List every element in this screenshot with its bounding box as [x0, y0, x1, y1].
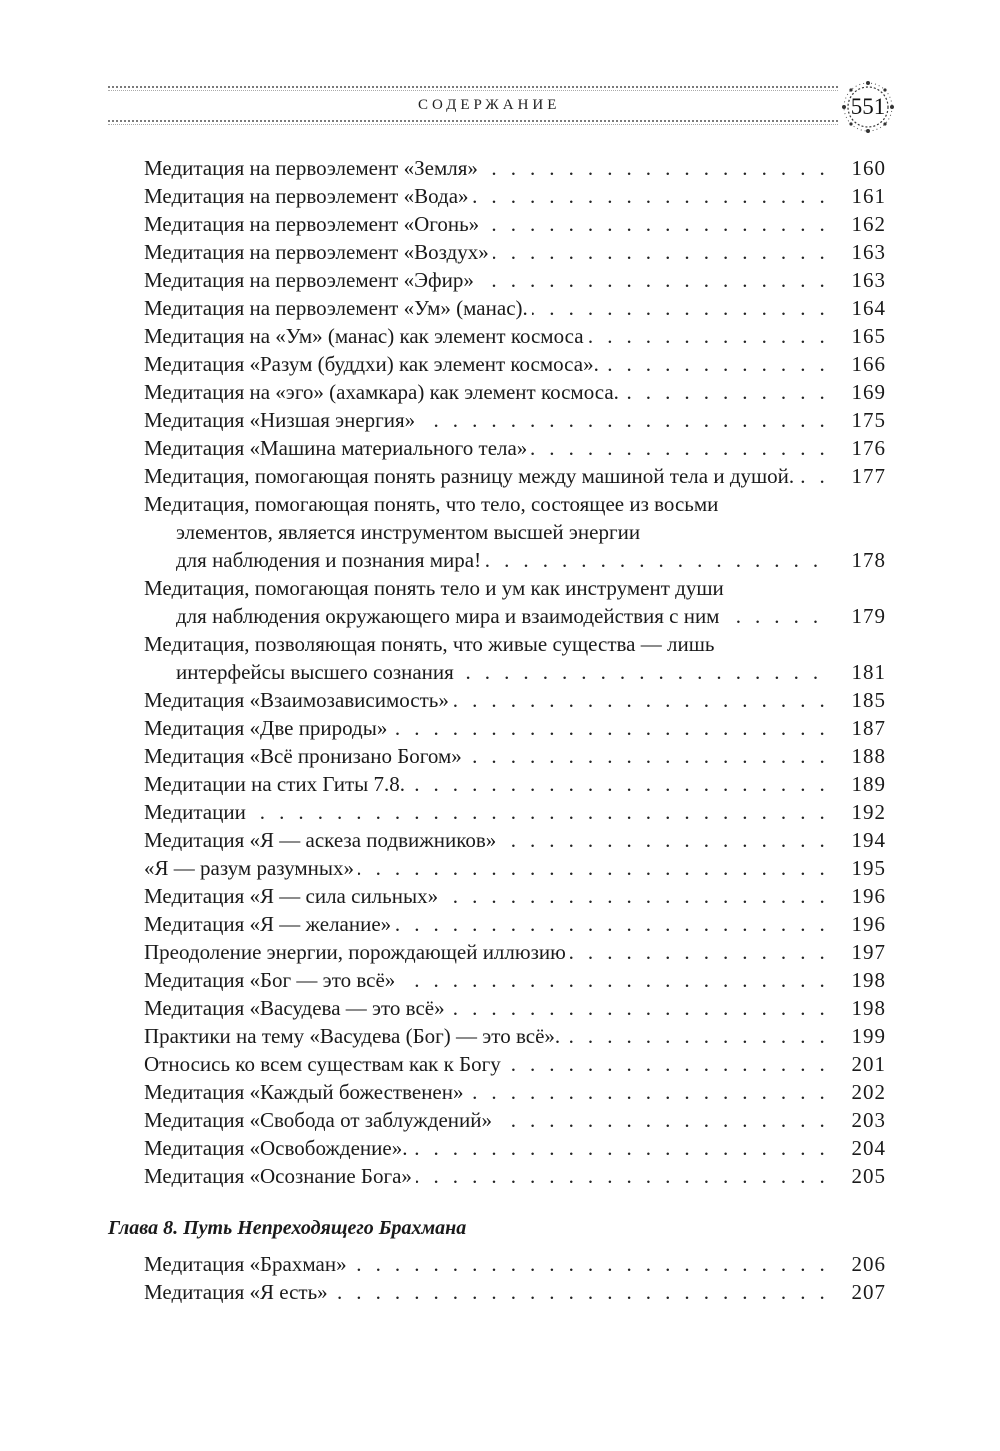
toc-entry-page: 161 — [851, 184, 886, 208]
toc-entry-page: 166 — [851, 352, 886, 376]
toc-line — [0, 294, 1000, 322]
toc-line — [0, 434, 1000, 462]
toc-entry-title — [144, 630, 824, 658]
toc-entry-text: Медитация «Освобождение». — [144, 1136, 411, 1160]
toc-entry-title — [144, 1106, 824, 1134]
toc-line — [0, 1162, 1000, 1190]
toc-entry-text: Медитация на первоэлемент «Вода» — [144, 184, 473, 208]
chapter-title: Глава 8. Путь Непреходящего Брахмана — [108, 1217, 467, 1239]
toc-entry-text: Медитация, помогающая понять, что тело, состоящее из восьми — [144, 492, 722, 516]
toc-line — [0, 406, 1000, 434]
toc-entry-title — [144, 714, 824, 742]
header-rule-bottom — [108, 120, 838, 122]
toc-entry-title — [144, 350, 824, 378]
toc-entry-title — [144, 238, 824, 266]
toc-entry-page: 198 — [851, 968, 886, 992]
toc-entry-page: 202 — [851, 1080, 886, 1104]
toc-line — [0, 994, 1000, 1022]
toc-line — [0, 1134, 1000, 1162]
page-number: 551 — [850, 94, 886, 119]
toc-entry-title — [144, 798, 824, 826]
chapter-heading — [0, 1210, 1000, 1246]
toc-entry-page: 175 — [851, 408, 886, 432]
toc-line — [0, 1250, 1000, 1278]
toc-entry-text: Медитация «Я есть» — [144, 1280, 332, 1304]
toc-line — [0, 210, 1000, 238]
toc-line — [0, 602, 1000, 630]
page-number-badge — [840, 80, 896, 134]
toc-entry-title — [144, 490, 824, 518]
toc-entry-page: 179 — [851, 604, 886, 628]
toc-entry-page: 194 — [851, 828, 886, 852]
toc-entry-text: Медитация «Я — аскеза подвижников» — [144, 828, 500, 852]
toc-entry-text: Медитация, помогающая понять разницу между машиной тела и душой. — [144, 464, 798, 488]
toc-entry-text: Медитация «Васудева — это всё» — [144, 996, 449, 1020]
toc-entry-title — [144, 938, 824, 966]
toc-line — [0, 1078, 1000, 1106]
toc-line — [0, 462, 1000, 490]
toc-entry-page: 178 — [851, 548, 886, 572]
toc-line — [0, 546, 1000, 574]
toc-entry-title — [144, 574, 824, 602]
toc-line — [0, 350, 1000, 378]
toc-entry-page: 196 — [851, 884, 886, 908]
toc-entry-page: 185 — [851, 688, 886, 712]
toc-entry-text: Медитация «Я — сила сильных» — [144, 884, 442, 908]
toc-entry-text: Медитация на первоэлемент «Воздух» — [144, 240, 493, 264]
toc-entry-text: Практики на тему «Васудева (Бог) — это всё». — [144, 1024, 564, 1048]
toc-entry-title — [144, 210, 824, 238]
toc-entry-text: для наблюдения и познания мира! — [176, 548, 485, 572]
toc-line — [0, 882, 1000, 910]
toc-entry-page: 181 — [851, 660, 886, 684]
toc-entry-title — [176, 602, 824, 630]
toc-line — [0, 490, 1000, 518]
toc-entry-title — [144, 910, 824, 938]
toc-entry-title — [144, 266, 824, 294]
toc-line — [0, 938, 1000, 966]
toc-entry-page: 162 — [851, 212, 886, 236]
toc-entry-page: 196 — [851, 912, 886, 936]
toc-line — [0, 1050, 1000, 1078]
toc-entry-text: Медитация «Взаимозависимость» — [144, 688, 453, 712]
toc-entry-title — [144, 462, 824, 490]
toc-line — [0, 910, 1000, 938]
toc-entry-text: элементов, является инструментом высшей энергии — [176, 520, 644, 544]
header-rule-top — [108, 86, 838, 88]
toc-line — [0, 742, 1000, 770]
toc-entry-page: 203 — [851, 1108, 886, 1132]
toc-entry-text: Медитация «Две природы» — [144, 716, 391, 740]
toc-entry-text: Медитации — [144, 800, 250, 824]
toc-entry-page: 177 — [851, 464, 886, 488]
toc-line — [0, 322, 1000, 350]
toc-entry-title — [144, 1134, 824, 1162]
toc-entry-title — [144, 882, 824, 910]
toc-entry-page: 176 — [851, 436, 886, 460]
toc-entry-text: Относись ко всем существам как к Богу — [144, 1052, 505, 1076]
toc-entry-title — [144, 854, 824, 882]
toc-entry-text: Медитация на первоэлемент «Земля» — [144, 156, 482, 180]
table-of-contents — [0, 154, 1000, 1306]
toc-entry-text: Медитация «Каждый божественен» — [144, 1080, 468, 1104]
toc-entry-text: Медитация «Бог — это всё» — [144, 968, 399, 992]
toc-entry-title — [144, 1250, 824, 1278]
toc-entry-page: 160 — [851, 156, 886, 180]
toc-entry-page: 199 — [851, 1024, 886, 1048]
toc-entry-page: 206 — [851, 1252, 886, 1276]
toc-line — [0, 854, 1000, 882]
toc-entry-title — [144, 322, 824, 350]
toc-line — [0, 154, 1000, 182]
toc-entry-page: 188 — [851, 744, 886, 768]
toc-entry-title — [144, 434, 824, 462]
toc-entry-title — [144, 770, 824, 798]
toc-entry-title — [144, 966, 824, 994]
toc-entry-text: Медитация «Разум (буддхи) как элемент космоса». — [144, 352, 603, 376]
toc-line — [0, 574, 1000, 602]
toc-entry-title — [144, 1022, 824, 1050]
toc-line — [0, 1106, 1000, 1134]
toc-entry-text: Медитация, позволяющая понять, что живые существа — лишь — [144, 632, 718, 656]
toc-entry-text: Медитация на первоэлемент «Огонь» — [144, 212, 483, 236]
toc-entry-page: 163 — [851, 240, 886, 264]
toc-entry-page: 163 — [851, 268, 886, 292]
toc-entry-page: 204 — [851, 1136, 886, 1160]
toc-line — [0, 378, 1000, 406]
toc-entry-page: 207 — [851, 1280, 886, 1304]
toc-entry-title — [176, 518, 824, 546]
toc-entry-title — [144, 1078, 824, 1106]
toc-entry-text: Медитация «Брахман» — [144, 1252, 351, 1276]
toc-entry-page: 165 — [851, 324, 886, 348]
toc-entry-title — [144, 182, 824, 210]
toc-line — [0, 1022, 1000, 1050]
toc-entry-title — [144, 1050, 824, 1078]
toc-line — [0, 826, 1000, 854]
toc-entry-page: 205 — [851, 1164, 886, 1188]
toc-line — [0, 1278, 1000, 1306]
header-rule-top-thin — [108, 90, 838, 91]
toc-line — [0, 770, 1000, 798]
toc-line — [0, 518, 1000, 546]
toc-entry-text: «Я — разум разумных» — [144, 856, 358, 880]
toc-entry-text: Медитация «Всё пронизано Богом» — [144, 744, 466, 768]
toc-entry-title — [176, 658, 824, 686]
toc-entry-page: 197 — [851, 940, 886, 964]
toc-entry-text: Медитация, помогающая понять тело и ум как инструмент души — [144, 576, 728, 600]
toc-entry-title — [144, 742, 824, 770]
toc-entry-text: Медитация «Свобода от заблуждений» — [144, 1108, 496, 1132]
toc-entry-page: 189 — [851, 772, 886, 796]
toc-entry-text: Медитации на стих Гиты 7.8. — [144, 772, 409, 796]
toc-entry-text: Медитация на «эго» (ахамкара) как элемент космоса. — [144, 380, 623, 404]
toc-entry-page: 201 — [851, 1052, 886, 1076]
toc-line — [0, 266, 1000, 294]
toc-entry-page: 187 — [851, 716, 886, 740]
toc-entry-text: для наблюдения окружающего мира и взаимодействия с ним — [176, 604, 723, 628]
toc-entry-page: 169 — [851, 380, 886, 404]
toc-entry-text: Медитация на «Ум» (манас) как элемент космоса — [144, 324, 588, 348]
toc-entry-title — [144, 686, 824, 714]
toc-entry-text: Медитация «Машина материального тела» — [144, 436, 531, 460]
toc-line — [0, 658, 1000, 686]
toc-entry-title — [144, 378, 824, 406]
page-header — [108, 78, 908, 138]
toc-entry-text: Медитация на первоэлемент «Эфир» — [144, 268, 478, 292]
toc-entry-title — [144, 994, 824, 1022]
toc-entry-title — [144, 1278, 824, 1306]
toc-line — [0, 798, 1000, 826]
toc-line — [0, 238, 1000, 266]
toc-entry-page: 198 — [851, 996, 886, 1020]
toc-entry-text: Медитация «Я — желание» — [144, 912, 395, 936]
toc-line — [0, 630, 1000, 658]
toc-entry-page: 192 — [851, 800, 886, 824]
toc-entry-title — [176, 546, 824, 574]
toc-entry-title — [144, 826, 824, 854]
toc-entry-title — [144, 154, 824, 182]
toc-entry-text: Медитация на первоэлемент «Ум» (манас). — [144, 296, 532, 320]
toc-entry-page: 164 — [851, 296, 886, 320]
running-head: СОДЕРЖАНИЕ — [418, 97, 561, 113]
toc-entry-title — [144, 294, 824, 322]
toc-line — [0, 182, 1000, 210]
toc-entry-page: 195 — [851, 856, 886, 880]
toc-line — [0, 966, 1000, 994]
toc-entry-text: Медитация «Осознание Бога» — [144, 1164, 416, 1188]
toc-entry-title — [144, 1162, 824, 1190]
toc-entry-text: интерфейсы высшего сознания — [176, 660, 458, 684]
toc-line — [0, 686, 1000, 714]
toc-entry-title — [144, 406, 824, 434]
toc-line — [0, 714, 1000, 742]
toc-entry-text: Преодоление энергии, порождающей иллюзию — [144, 940, 570, 964]
toc-entry-text: Медитация «Низшая энергия» — [144, 408, 419, 432]
header-rule-bottom-thin — [108, 124, 838, 125]
